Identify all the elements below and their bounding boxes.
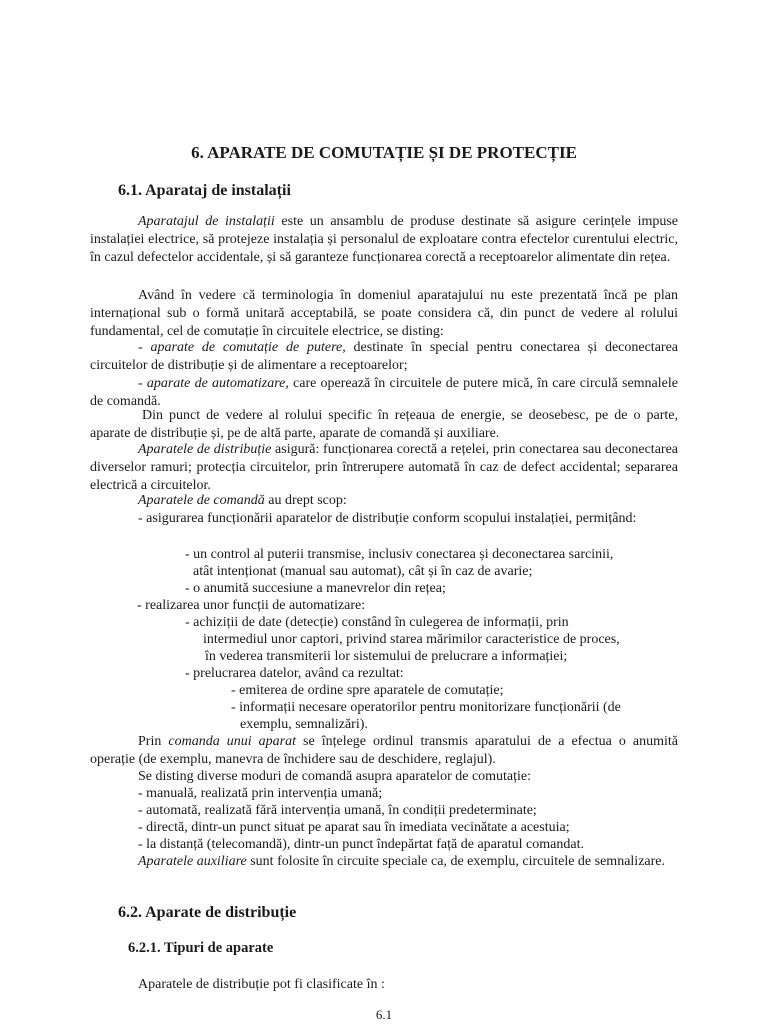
- paragraph-aparate-auxiliare: [90, 853, 678, 871]
- subsection-heading-6-2-1: 6.2.1. Tipuri de aparate: [128, 940, 274, 956]
- emphasis: comanda unui aparat: [168, 734, 296, 749]
- list-item: - emiterea de ordine spre aparatele de comutație;: [231, 683, 504, 698]
- list-item: - informații necesare operatorilor pentru monitorizare funcționării (de: [231, 700, 621, 715]
- list-item-continuation: atât intenționat (manual sau automat), cât și în caz de avarie;: [193, 564, 533, 579]
- emphasis: Aparatele auxiliare: [138, 854, 247, 869]
- emphasis: Aparatele de distribuție: [138, 442, 272, 457]
- paragraph-moduri-comanda: Se disting diverse moduri de comandă asupra aparatelor de comutație:: [138, 769, 532, 784]
- list-item: - o anumită succesiune a manevrelor din rețea;: [185, 581, 446, 596]
- paragraph-text: asigură: funcționarea corectă a rețelei, prin conectarea sau deconectarea diverselor ramuri; protecția circuitelor, prin întrerupere automată în caz de defect accidental; separarea electrică a circuitelor.: [90, 442, 679, 493]
- paragraph-text: se înțelege ordinul transmis aparatului de a efectua o anumită operație (de exemplu, manevra de închidere sau de deschidere, reglajul).: [90, 734, 678, 767]
- chapter-title: 6. APARATE DE COMUTAȚIE ȘI DE PROTECȚIE: [191, 143, 577, 162]
- paragraph-aparate-comanda: [138, 492, 347, 510]
- list-item: - manuală, realizată prin intervenția umană;: [138, 786, 383, 801]
- page-number: 6.1: [375, 1007, 393, 1022]
- section-heading-6-2: 6.2. Aparate de distribuție: [118, 904, 297, 921]
- paragraph-text: sunt folosite în circuite speciale ca, de exemplu, circuitele de semnalizare.: [246, 854, 665, 869]
- list-item-continuation: în vederea transmiterii lor sistemului de prelucrare a informației;: [205, 649, 568, 664]
- emphasis: Aparatele de comandă: [138, 493, 265, 508]
- emphasis: aparate de comutație de putere: [150, 340, 343, 355]
- emphasis: Aparatajul de instalații: [138, 214, 275, 229]
- list-item-continuation: intermediul unor captori, privind starea mărimilor caracteristice de proces,: [203, 632, 620, 647]
- list-item: - realizarea unor funcții de automatizare:: [137, 598, 366, 613]
- list-item-continuation: exemplu, semnalizări).: [240, 717, 368, 732]
- paragraph-asigurarea: - asigurarea funcționării aparatelor de distribuție conform scopului instalației, permițând:: [138, 511, 637, 526]
- dash: -: [138, 340, 151, 355]
- paragraph-aparate-distributie: [90, 441, 678, 495]
- paragraph-text: , destinate în special pentru conectarea și deconectarea circuitelor de distribuție și de alimentare a receptoarelor;: [90, 340, 678, 373]
- list-item: - un control al puterii transmise, inclusiv conectarea și deconectarea sarcinii,: [185, 547, 614, 562]
- dash: -: [138, 376, 147, 391]
- paragraph-rol-specific: Din punct de vedere al rolului specific în rețeaua de energie, se deosebesc, pe de o parte, aparate de distribuție și, pe de altă parte, aparate de comandă și auxiliare.: [90, 408, 678, 441]
- paragraph-terminology: Având în vedere că terminologia în domeniul aparatajului nu este prezentată încă pe plan internațional sub o formă unitară acceptabilă, se poate considera că, din punct de vedere al rolului fundamental, cel de comutație în circuitele electrice, se disting:: [90, 288, 678, 339]
- paragraph-comanda-aparat: [90, 733, 678, 769]
- paragraph-clasificare: Aparatele de distribuție pot fi clasificate în :: [138, 977, 385, 992]
- list-item: - achiziții de date (detecție) constând în culegerea de informații, prin: [185, 615, 569, 630]
- list-item: - automată, realizată fără intervenția umană, în condiții predeterminate;: [138, 803, 537, 818]
- paragraph-aparataj-definition: [90, 213, 678, 267]
- paragraph-text: este un ansamblu de produse destinate să asigure cerințele impuse instalației electrice, să protejeze instalația și personalul de exploatare contra efectelor curentului electric, în cazul defectelor accidentale, și să garanteze funcționarea corectă a receptoarelor alimentate din rețea.: [90, 214, 679, 265]
- list-item: - la distanță (telecomandă), dintr-un punct îndepărtat față de aparatul comandat.: [138, 837, 584, 852]
- paragraph-text: au drept scop:: [264, 493, 347, 508]
- paragraph-text: Prin: [138, 734, 169, 749]
- paragraph-text: , care operează în circuitele de putere mică, în care circulă semnalele de comandă.: [90, 376, 678, 409]
- section-heading-6-1: 6.1. Aparataj de instalații: [118, 182, 291, 199]
- emphasis: aparate de automatizare: [146, 376, 286, 391]
- paragraph-aparate-comutatie: [90, 339, 678, 375]
- paragraph-aparate-automatizare: [90, 375, 678, 411]
- list-item: - directă, dintr-un punct situat pe aparat sau în imediata vecinătate a acestuia;: [138, 820, 570, 835]
- list-item: - prelucrarea datelor, având ca rezultat:: [185, 666, 404, 681]
